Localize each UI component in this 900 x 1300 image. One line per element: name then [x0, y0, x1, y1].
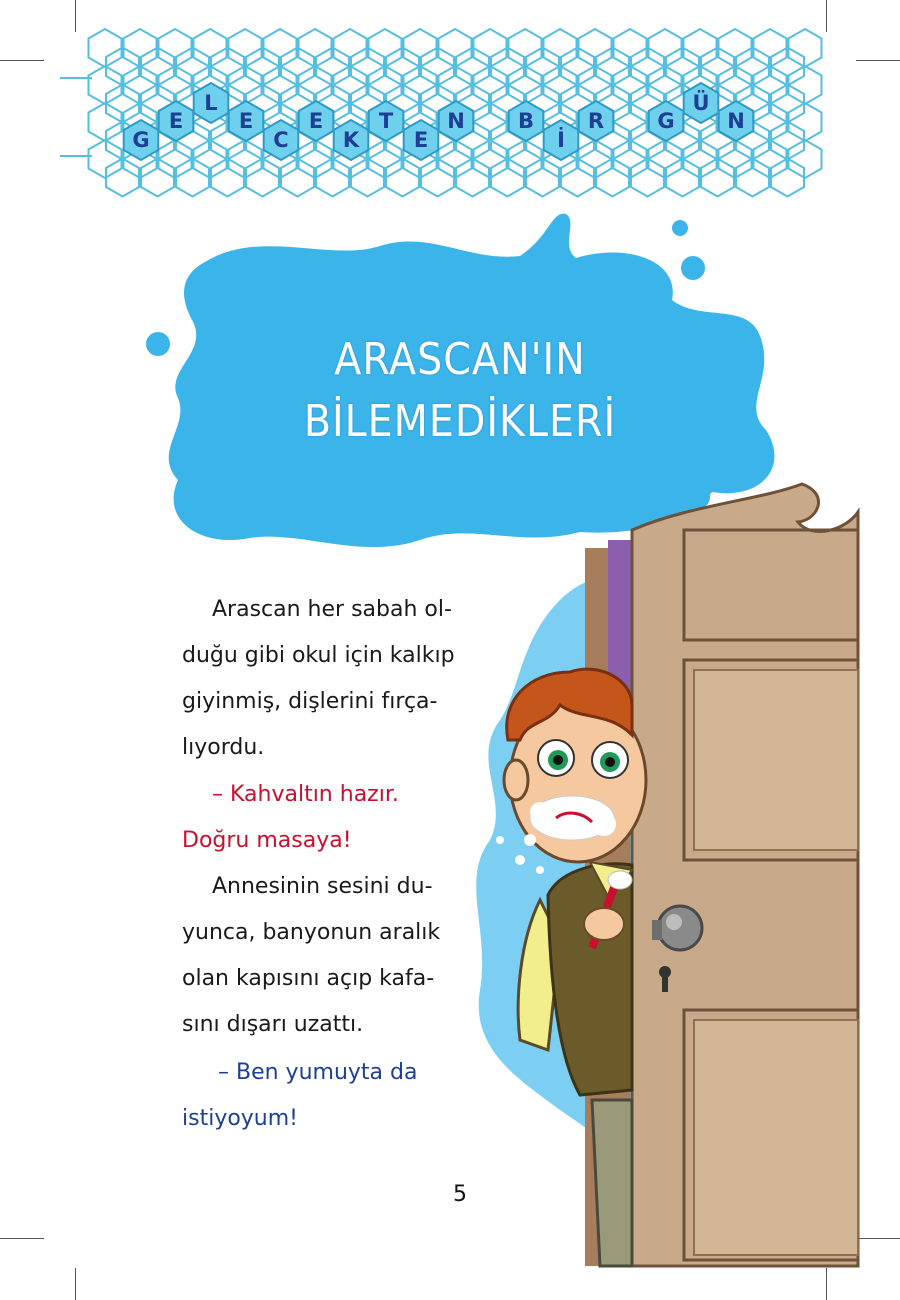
text-line: Doğru masaya!	[182, 828, 352, 853]
banner-letter: B	[517, 109, 534, 133]
boy-speech	[182, 1050, 512, 1142]
text-line: istiyoyum!	[182, 1106, 299, 1131]
banner-letter: N	[727, 109, 745, 133]
banner-letter: E	[308, 109, 324, 133]
story-paragraph-1	[182, 587, 512, 771]
text-line: – Ben yumuyta da	[218, 1060, 418, 1085]
text-line: Arascan her sabah ol-	[212, 597, 452, 622]
text-line: Annesinin sesini du-	[212, 874, 433, 899]
banner-letter: E	[413, 128, 429, 152]
banner-letter: R	[587, 109, 605, 133]
chapter-title-line-2: BİLEMEDİKLERİ	[303, 396, 617, 447]
text-line: giyinmiş, dişlerini fırça-	[182, 689, 438, 714]
text-line: – Kahvaltın hazır.	[212, 782, 399, 807]
chapter-title-line-1: ARASCAN'IN	[334, 334, 586, 385]
banner-letter: E	[168, 109, 184, 133]
banner-letter: N	[447, 109, 465, 133]
banner-letter: Ü	[692, 91, 710, 115]
banner-letter: G	[132, 128, 150, 152]
story-paragraph-2	[182, 864, 512, 1048]
text-line: duğu gibi okul için kalkıp	[182, 643, 455, 668]
banner-letter: İ	[557, 128, 565, 152]
text-line: lıyordu.	[182, 735, 265, 760]
banner-letter: T	[378, 109, 394, 133]
banner-letter: K	[342, 128, 360, 152]
text-line: yunca, banyonun aralık	[182, 920, 441, 945]
page-number: 5	[453, 1182, 467, 1207]
banner-letter: E	[238, 109, 254, 133]
banner-letter: C	[273, 128, 289, 152]
banner-letter: G	[657, 109, 675, 133]
text-line: olan kapısını açıp kafa-	[182, 966, 435, 991]
text-line: sını dışarı uzattı.	[182, 1012, 364, 1037]
mother-speech	[182, 772, 512, 864]
banner-letter: L	[204, 91, 218, 115]
